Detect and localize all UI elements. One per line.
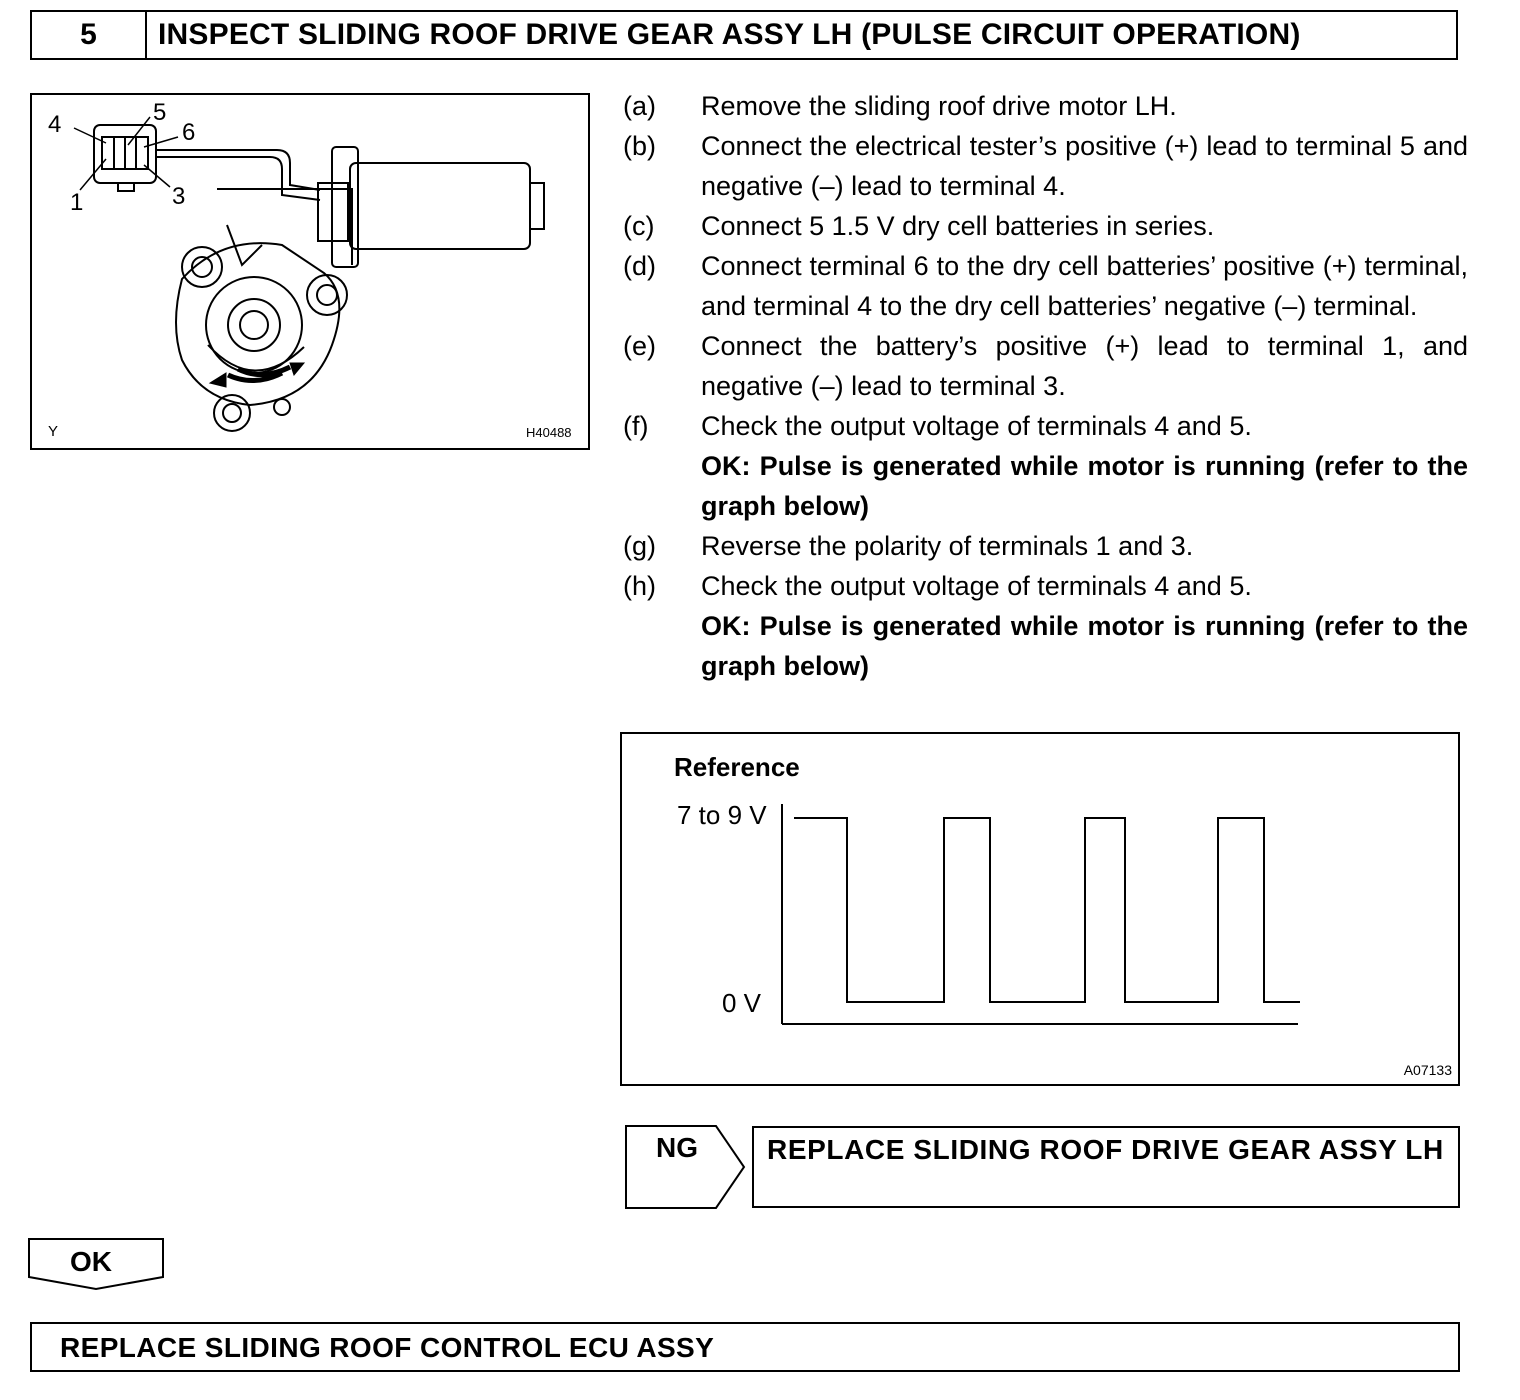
graph-high-label: 7 to 9 V	[677, 800, 767, 830]
ok-label: OK	[70, 1246, 112, 1277]
terminal-label-6: 6	[182, 119, 196, 146]
step-text: Connect the electrical tester’s positive (+) lead to terminal 5 and negative (–) lead to terminal 4.	[701, 131, 1468, 201]
step-letter: (e)	[623, 331, 656, 361]
step-item	[623, 206, 1468, 246]
step-letter: (c)	[623, 211, 655, 241]
graph-low-label: 0 V	[722, 988, 762, 1018]
reference-pulse-graph	[620, 732, 1460, 1086]
step-text: Check the output voltage of terminals 4 and 5.	[701, 411, 1252, 441]
step-text: Reverse the polarity of terminals 1 and 3.	[701, 531, 1194, 561]
terminal-label-4: 4	[48, 111, 62, 138]
motor-illustration	[30, 93, 590, 450]
ok-action-box	[30, 1322, 1460, 1372]
step-item	[623, 566, 1468, 686]
graph-title: Reference	[674, 752, 800, 782]
step-text: Connect terminal 6 to the dry cell batteries’ positive (+) terminal, and terminal 4 to the dry cell batteries’ negative (–) terminal.	[701, 251, 1468, 321]
step-letter: (b)	[623, 131, 656, 161]
step-letter: (f)	[623, 411, 649, 441]
figure-corner-letter: Y	[48, 423, 59, 440]
terminal-label-1: 1	[70, 189, 84, 216]
step-text: Connect 5 1.5 V dry cell batteries in series.	[701, 211, 1215, 241]
step-title: INSPECT SLIDING ROOF DRIVE GEAR ASSY LH (PULSE CIRCUIT OPERATION)	[158, 18, 1301, 51]
step-item	[623, 526, 1468, 566]
step-header	[30, 10, 1458, 60]
step-text: Check the output voltage of terminals 4 and 5.	[701, 571, 1252, 601]
ok-criteria: OK: Pulse is generated while motor is running (refer to the graph below)	[701, 611, 1468, 681]
pulse-waveform	[622, 734, 1458, 1084]
step-letter: (g)	[623, 531, 656, 561]
step-number: 5	[32, 12, 147, 58]
step-item	[623, 326, 1468, 406]
ng-label: NG	[656, 1132, 698, 1163]
terminal-label-5: 5	[153, 99, 167, 126]
step-item	[623, 126, 1468, 206]
drive-motor-drawing	[32, 95, 588, 448]
step-text: Connect the battery’s positive (+) lead to terminal 1, and negative (–) lead to terminal 3.	[701, 331, 1468, 401]
procedure-steps	[623, 86, 1468, 686]
graph-code: A07133	[1403, 1062, 1452, 1078]
step-letter: (h)	[623, 571, 656, 601]
ng-action-box	[752, 1126, 1460, 1208]
step-item	[623, 246, 1468, 326]
step-text: Remove the sliding roof drive motor LH.	[701, 91, 1177, 121]
step-letter: (d)	[623, 251, 656, 281]
ng-action-text: REPLACE SLIDING ROOF DRIVE GEAR ASSY LH	[767, 1134, 1444, 1165]
step-item	[623, 86, 1468, 126]
step-letter: (a)	[623, 91, 656, 121]
figure-code: H40488	[526, 425, 572, 440]
terminal-label-3: 3	[172, 183, 186, 210]
ok-criteria: OK: Pulse is generated while motor is running (refer to the graph below)	[701, 451, 1468, 521]
pulse-signal-line	[794, 818, 1300, 1002]
step-item	[623, 406, 1468, 526]
ok-action-text: REPLACE SLIDING ROOF CONTROL ECU ASSY	[60, 1332, 715, 1363]
